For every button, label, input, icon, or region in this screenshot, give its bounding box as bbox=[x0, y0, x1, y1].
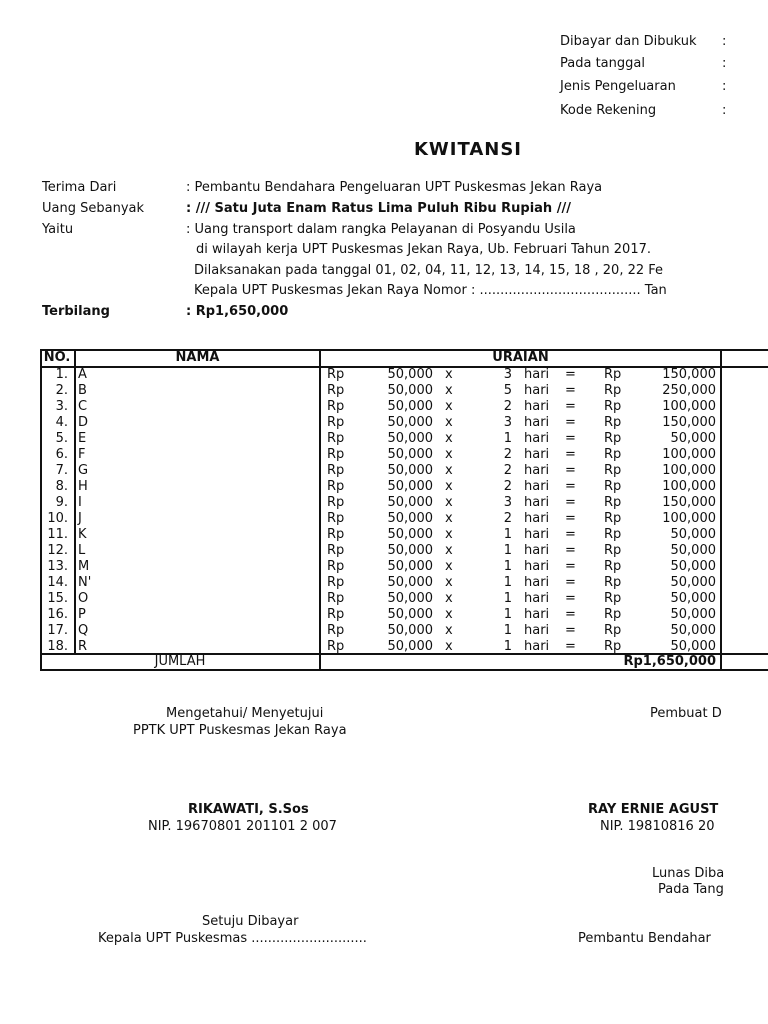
row-currency: Rp bbox=[604, 623, 622, 638]
row-unit-price: 50,000 bbox=[387, 559, 433, 574]
table-row bbox=[40, 431, 768, 447]
row-multiply-sign: x bbox=[445, 511, 453, 526]
row-name: G bbox=[78, 463, 89, 478]
row-number: 16. bbox=[47, 607, 68, 622]
row-number: 4. bbox=[55, 415, 68, 430]
row-currency: Rp bbox=[604, 463, 622, 478]
row-number: 17. bbox=[47, 623, 68, 638]
row-multiply-sign: x bbox=[445, 415, 453, 430]
row-currency: Rp bbox=[604, 431, 622, 446]
row-currency: Rp bbox=[604, 543, 622, 558]
row-currency: Rp bbox=[327, 639, 345, 654]
row-quantity: 1 bbox=[503, 559, 512, 574]
purpose-line: Kepala UPT Puskesmas Jekan Raya Nomor : ....................................... Tan bbox=[194, 283, 667, 298]
row-currency: Rp bbox=[327, 399, 345, 414]
row-equals-sign: = bbox=[565, 591, 576, 606]
row-quantity: 1 bbox=[503, 575, 512, 590]
row-unit-price: 50,000 bbox=[387, 543, 433, 558]
row-number: 13. bbox=[47, 559, 68, 574]
table-row bbox=[40, 367, 768, 383]
row-currency: Rp bbox=[327, 479, 345, 494]
row-unit: hari bbox=[524, 527, 550, 542]
received-from-label: Terima Dari bbox=[42, 180, 117, 195]
table-row bbox=[40, 607, 768, 623]
row-name: K bbox=[78, 527, 87, 542]
row-number: 10. bbox=[47, 511, 68, 526]
row-total: 150,000 bbox=[662, 415, 716, 430]
table-row bbox=[40, 559, 768, 575]
table-row bbox=[40, 383, 768, 399]
row-name: C bbox=[78, 399, 88, 414]
amount-label: Uang Sebanyak bbox=[42, 201, 145, 216]
row-currency: Rp bbox=[604, 575, 622, 590]
row-unit: hari bbox=[524, 447, 550, 462]
sum-label: JUMLAH bbox=[154, 654, 206, 669]
row-number: 8. bbox=[55, 479, 68, 494]
table-row bbox=[40, 543, 768, 559]
row-quantity: 1 bbox=[503, 623, 512, 638]
row-currency: Rp bbox=[604, 607, 622, 622]
row-unit-price: 50,000 bbox=[387, 415, 433, 430]
approve-label: Setuju Dibayar bbox=[202, 914, 299, 929]
treasurer-assistant-title: Pembantu Bendahar bbox=[578, 931, 711, 946]
row-unit-price: 50,000 bbox=[387, 527, 433, 542]
row-multiply-sign: x bbox=[445, 623, 453, 638]
row-currency: Rp bbox=[604, 447, 622, 462]
row-multiply-sign: x bbox=[445, 399, 453, 414]
row-equals-sign: = bbox=[565, 447, 576, 462]
row-currency: Rp bbox=[604, 639, 622, 654]
row-currency: Rp bbox=[327, 527, 345, 542]
row-unit: hari bbox=[524, 623, 550, 638]
row-unit: hari bbox=[524, 639, 550, 654]
table-row bbox=[40, 415, 768, 431]
spelled-label: Terbilang bbox=[42, 304, 110, 319]
colon: : bbox=[722, 56, 727, 71]
row-multiply-sign: x bbox=[445, 447, 453, 462]
received-from-value: : Pembantu Bendahara Pengeluaran UPT Puskesmas Jekan Raya bbox=[186, 180, 603, 195]
row-unit-price: 50,000 bbox=[387, 607, 433, 622]
row-unit-price: 50,000 bbox=[387, 399, 433, 414]
row-total: 50,000 bbox=[670, 543, 716, 558]
row-unit: hari bbox=[524, 591, 550, 606]
row-currency: Rp bbox=[604, 559, 622, 574]
row-total: 100,000 bbox=[662, 479, 716, 494]
row-unit-price: 50,000 bbox=[387, 575, 433, 590]
row-total: 100,000 bbox=[662, 463, 716, 478]
row-multiply-sign: x bbox=[445, 431, 453, 446]
row-total: 50,000 bbox=[670, 639, 716, 654]
row-total: 50,000 bbox=[670, 575, 716, 590]
row-total: 150,000 bbox=[662, 495, 716, 510]
row-total: 50,000 bbox=[670, 591, 716, 606]
row-quantity: 2 bbox=[503, 479, 512, 494]
row-unit: hari bbox=[524, 511, 550, 526]
row-equals-sign: = bbox=[565, 511, 576, 526]
row-name: L bbox=[78, 543, 86, 558]
row-unit: hari bbox=[524, 367, 550, 382]
row-number: 7. bbox=[55, 463, 68, 478]
pptk-nip: NIP. 19670801 201101 2 007 bbox=[148, 819, 337, 834]
row-multiply-sign: x bbox=[445, 367, 453, 382]
row-unit: hari bbox=[524, 559, 550, 574]
row-equals-sign: = bbox=[565, 559, 576, 574]
row-unit: hari bbox=[524, 415, 550, 430]
row-equals-sign: = bbox=[565, 639, 576, 654]
row-number: 14. bbox=[47, 575, 68, 590]
header-name: NAMA bbox=[175, 350, 220, 365]
row-currency: Rp bbox=[604, 527, 622, 542]
row-name: R bbox=[78, 639, 88, 654]
maker-label: Pembuat D bbox=[650, 706, 722, 721]
row-multiply-sign: x bbox=[445, 383, 453, 398]
row-number: 18. bbox=[47, 639, 68, 654]
row-currency: Rp bbox=[327, 511, 345, 526]
row-quantity: 2 bbox=[503, 463, 512, 478]
colon: : bbox=[722, 103, 727, 118]
row-quantity: 2 bbox=[503, 447, 512, 462]
row-unit: hari bbox=[524, 575, 550, 590]
row-total: 50,000 bbox=[670, 527, 716, 542]
row-name: P bbox=[78, 607, 86, 622]
row-unit-price: 50,000 bbox=[387, 591, 433, 606]
row-number: 2. bbox=[55, 383, 68, 398]
row-total: 50,000 bbox=[670, 559, 716, 574]
row-name: D bbox=[78, 415, 89, 430]
row-equals-sign: = bbox=[565, 367, 576, 382]
table-row bbox=[40, 495, 768, 511]
row-currency: Rp bbox=[604, 383, 622, 398]
row-unit: hari bbox=[524, 479, 550, 494]
row-unit-price: 50,000 bbox=[387, 367, 433, 382]
row-total: 100,000 bbox=[662, 447, 716, 462]
row-name: I bbox=[78, 495, 82, 510]
row-name: F bbox=[78, 447, 86, 462]
row-quantity: 1 bbox=[503, 431, 512, 446]
row-number: 15. bbox=[47, 591, 68, 606]
row-name: Q bbox=[78, 623, 89, 638]
paid-off-label: Lunas Diba bbox=[652, 866, 725, 881]
row-equals-sign: = bbox=[565, 623, 576, 638]
row-multiply-sign: x bbox=[445, 495, 453, 510]
row-number: 5. bbox=[55, 431, 68, 446]
row-currency: Rp bbox=[327, 607, 345, 622]
expense-type-label: Jenis Pengeluaran bbox=[560, 79, 676, 94]
row-multiply-sign: x bbox=[445, 591, 453, 606]
table-row bbox=[40, 575, 768, 591]
row-currency: Rp bbox=[604, 591, 622, 606]
row-unit: hari bbox=[524, 543, 550, 558]
row-unit-price: 50,000 bbox=[387, 431, 433, 446]
row-unit-price: 50,000 bbox=[387, 511, 433, 526]
colon: : bbox=[722, 79, 727, 94]
row-quantity: 1 bbox=[503, 543, 512, 558]
row-equals-sign: = bbox=[565, 495, 576, 510]
spelled-value: : Rp1,650,000 bbox=[186, 304, 289, 319]
row-unit-price: 50,000 bbox=[387, 479, 433, 494]
row-quantity: 3 bbox=[503, 415, 512, 430]
row-currency: Rp bbox=[327, 591, 345, 606]
row-quantity: 1 bbox=[503, 639, 512, 654]
purpose-line: di wilayah kerja UPT Puskesmas Jekan Raya, Ub. Februari Tahun 2017. bbox=[196, 242, 652, 257]
row-multiply-sign: x bbox=[445, 543, 453, 558]
row-quantity: 2 bbox=[503, 399, 512, 414]
row-currency: Rp bbox=[604, 399, 622, 414]
row-name: H bbox=[78, 479, 88, 494]
row-multiply-sign: x bbox=[445, 479, 453, 494]
table-row bbox=[40, 527, 768, 543]
row-number: 11. bbox=[47, 527, 68, 542]
row-number: 12. bbox=[47, 543, 68, 558]
table-row bbox=[40, 623, 768, 639]
row-unit-price: 50,000 bbox=[387, 495, 433, 510]
row-equals-sign: = bbox=[565, 463, 576, 478]
row-currency: Rp bbox=[604, 479, 622, 494]
row-equals-sign: = bbox=[565, 399, 576, 414]
row-equals-sign: = bbox=[565, 415, 576, 430]
paid-booked-label: Dibayar dan Dibukuk bbox=[560, 34, 697, 49]
row-currency: Rp bbox=[604, 367, 622, 382]
row-name: M bbox=[78, 559, 90, 574]
row-total: 150,000 bbox=[662, 367, 716, 382]
row-quantity: 1 bbox=[503, 591, 512, 606]
row-total: 100,000 bbox=[662, 511, 716, 526]
row-total: 250,000 bbox=[662, 383, 716, 398]
purpose-label: Yaitu bbox=[42, 222, 74, 237]
header-description: URAIAN bbox=[492, 350, 549, 365]
pptk-name: RIKAWATI, S.Sos bbox=[188, 802, 309, 817]
row-name: J bbox=[78, 511, 82, 526]
row-multiply-sign: x bbox=[445, 463, 453, 478]
row-equals-sign: = bbox=[565, 527, 576, 542]
head-title: Kepala UPT Puskesmas ............................ bbox=[98, 931, 367, 946]
row-multiply-sign: x bbox=[445, 527, 453, 542]
amount-in-words: : /// Satu Juta Enam Ratus Lima Puluh Ribu Rupiah /// bbox=[186, 201, 571, 216]
row-unit: hari bbox=[524, 463, 550, 478]
row-name: A bbox=[78, 367, 87, 382]
row-total: 50,000 bbox=[670, 607, 716, 622]
row-currency: Rp bbox=[604, 495, 622, 510]
colon: : bbox=[722, 34, 727, 49]
maker-name: RAY ERNIE AGUST bbox=[588, 802, 719, 817]
acknowledged-label: Mengetahui/ Menyetujui bbox=[166, 706, 324, 721]
sum-total: Rp1,650,000 bbox=[623, 654, 716, 669]
row-currency: Rp bbox=[327, 623, 345, 638]
row-equals-sign: = bbox=[565, 607, 576, 622]
table-row bbox=[40, 463, 768, 479]
row-currency: Rp bbox=[327, 575, 345, 590]
row-equals-sign: = bbox=[565, 479, 576, 494]
row-quantity: 3 bbox=[503, 367, 512, 382]
row-unit: hari bbox=[524, 431, 550, 446]
date-label: Pada tanggal bbox=[560, 56, 645, 71]
row-name: O bbox=[78, 591, 89, 606]
row-total: 100,000 bbox=[662, 399, 716, 414]
table-row bbox=[40, 447, 768, 463]
account-code-label: Kode Rekening bbox=[560, 103, 657, 118]
row-unit: hari bbox=[524, 495, 550, 510]
pptk-title: PPTK UPT Puskesmas Jekan Raya bbox=[133, 723, 347, 738]
row-multiply-sign: x bbox=[445, 639, 453, 654]
row-unit: hari bbox=[524, 607, 550, 622]
row-unit-price: 50,000 bbox=[387, 447, 433, 462]
row-name: E bbox=[78, 431, 87, 446]
payment-table bbox=[40, 349, 768, 671]
row-name: B bbox=[78, 383, 87, 398]
row-unit-price: 50,000 bbox=[387, 383, 433, 398]
row-quantity: 1 bbox=[503, 527, 512, 542]
row-quantity: 3 bbox=[503, 495, 512, 510]
row-number: 9. bbox=[55, 495, 68, 510]
row-total: 50,000 bbox=[670, 431, 716, 446]
row-name: N' bbox=[78, 575, 92, 590]
table-row bbox=[40, 511, 768, 527]
row-unit-price: 50,000 bbox=[387, 623, 433, 638]
row-equals-sign: = bbox=[565, 431, 576, 446]
table-row bbox=[40, 479, 768, 495]
row-currency: Rp bbox=[604, 415, 622, 430]
row-number: 6. bbox=[55, 447, 68, 462]
purpose-line: : Uang transport dalam rangka Pelayanan di Posyandu Usila bbox=[186, 222, 576, 237]
row-equals-sign: = bbox=[565, 575, 576, 590]
row-currency: Rp bbox=[327, 383, 345, 398]
row-quantity: 2 bbox=[503, 511, 512, 526]
row-currency: Rp bbox=[327, 463, 345, 478]
row-unit: hari bbox=[524, 383, 550, 398]
purpose-line: Dilaksanakan pada tanggal 01, 02, 04, 11, 12, 13, 14, 15, 18 , 20, 22 Fe bbox=[194, 263, 664, 278]
row-equals-sign: = bbox=[565, 543, 576, 558]
row-quantity: 5 bbox=[503, 383, 512, 398]
table-row bbox=[40, 591, 768, 607]
row-currency: Rp bbox=[327, 415, 345, 430]
row-currency: Rp bbox=[327, 447, 345, 462]
header-no: NO. bbox=[43, 350, 71, 365]
row-equals-sign: = bbox=[565, 383, 576, 398]
row-currency: Rp bbox=[604, 511, 622, 526]
row-multiply-sign: x bbox=[445, 607, 453, 622]
row-currency: Rp bbox=[327, 543, 345, 558]
table-row bbox=[40, 399, 768, 415]
row-unit-price: 50,000 bbox=[387, 639, 433, 654]
row-number: 3. bbox=[55, 399, 68, 414]
table-row bbox=[40, 639, 768, 655]
receipt-title: KWITANSI bbox=[413, 139, 523, 160]
row-multiply-sign: x bbox=[445, 559, 453, 574]
row-number: 1. bbox=[55, 367, 68, 382]
row-currency: Rp bbox=[327, 559, 345, 574]
row-currency: Rp bbox=[327, 431, 345, 446]
row-unit-price: 50,000 bbox=[387, 463, 433, 478]
row-total: 50,000 bbox=[670, 623, 716, 638]
row-multiply-sign: x bbox=[445, 575, 453, 590]
paid-date-label: Pada Tang bbox=[658, 882, 724, 897]
maker-nip: NIP. 19810816 20 bbox=[600, 819, 715, 834]
row-unit: hari bbox=[524, 399, 550, 414]
row-currency: Rp bbox=[327, 495, 345, 510]
row-quantity: 1 bbox=[503, 607, 512, 622]
row-currency: Rp bbox=[327, 367, 345, 382]
